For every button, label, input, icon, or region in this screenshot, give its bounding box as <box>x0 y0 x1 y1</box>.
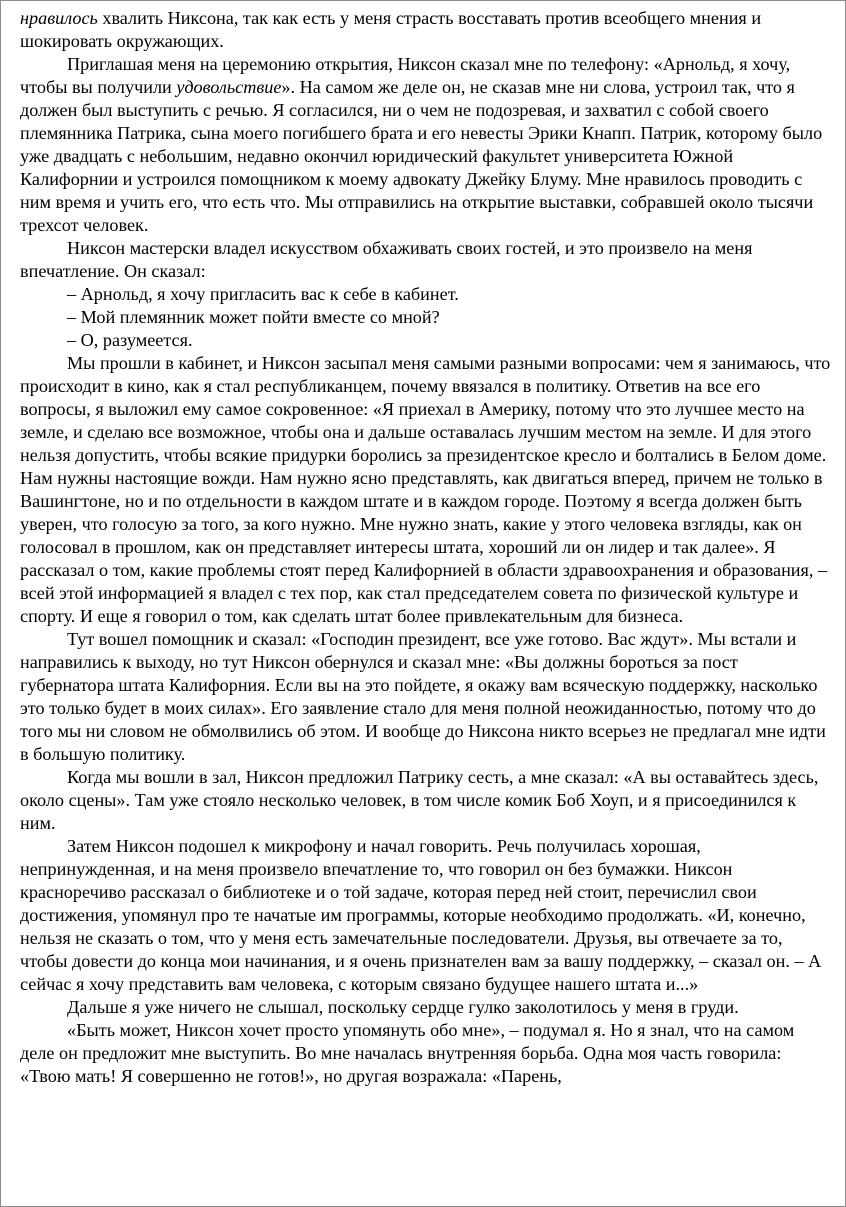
paragraph-2 <box>20 53 832 237</box>
paragraph-4 <box>20 352 832 628</box>
dialogue-line-3 <box>20 329 832 352</box>
paragraph-5 <box>20 628 832 766</box>
document-body <box>20 7 832 1088</box>
paragraph-1 <box>20 7 832 53</box>
italic-word: удовольствие <box>176 77 282 97</box>
text-run: Дальше я уже ничего не слышал, поскольку сердце гулко заколотилось у меня в груди. <box>67 997 739 1017</box>
text-run: Когда мы вошли в зал, Никсон предложил Патрику сесть, а мне сказал: «А вы оставайтесь здесь, около сцены». Там уже стояло несколько человек, в том числе комик Боб Хоуп, и я присоединился к ним. <box>20 767 819 833</box>
text-run: хвалить Никсона, так как есть у меня страсть восставать против всеобщего мнения и шокировать окружающих. <box>20 8 762 51</box>
text-run: Мы прошли в кабинет, и Никсон засыпал меня самыми разными вопросами: чем я занимаюсь, что происходит в кино, как я стал республиканцем, почему ввязался в политику. Ответив на все его вопросы, я выложил ему самое сокровенное: «Я приехал в Америку, потому что это лучшее место на земле, и сделаю все возможное, чтобы она и дальше оставалась лучшим местом на земле. И для этого нельзя допустить, чтобы всякие придурки боролись за президентское кресло и болтались в Белом доме. Нам нужны настоящие вожди. Нам нужно ясно представлять, как двигаться вперед, причем не только в Вашингтоне, но и по отдельности в каждом штате и в каждом городе. Поэтому я всегда должен быть уверен, что голосую за того, за кого нужно. Мне нужно знать, какие у этого человека взгляды, как он голосовал в прошлом, как он представляет интересы штата, хороший ли он лидер и так далее». Я рассказал о том, какие проблемы стоят перед Калифорнией в области здравоохранения и образования, – всей этой информацией я владел с тех пор, как стал председателем совета по физической культуре и спорту. И еще я говорил о том, как сделать штат более привлекательным для бизнеса. <box>20 353 831 626</box>
paragraph-9 <box>20 1019 832 1088</box>
text-run: «Быть может, Никсон хочет просто упомянуть обо мне», – подумал я. Но я знал, что на самом деле он предложит мне выступить. Во мне началась внутренняя борьба. Одна моя часть говорила: «Твою мать! Я совершенно не готов!», но другая возражала: «Парень, <box>20 1020 795 1086</box>
paragraph-6 <box>20 766 832 835</box>
text-run: – Арнольд, я хочу пригласить вас к себе в кабинет. <box>67 284 459 304</box>
text-run: – Мой племянник может пойти вместе со мной? <box>67 307 440 327</box>
text-run: ». На самом же деле он, не сказав мне ни слова, устроил так, что я должен был выступить с речью. Я согласился, ни о чем не подозревая, и захватил с собой своего племянника Патрика, сына моего погибшего брата и его невесты Эрики Кнапп. Патрик, которому было уже двадцать с небольшим, недавно окончил юридический факультет университета Южной Калифорнии и устроился помощником к моему адвокату Джейку Блуму. Мне нравилось проводить с ним время и учить его, что есть что. Мы отправились на открытие выставки, собравшей около тысячи трехсот человек. <box>20 77 823 235</box>
dialogue-line-2 <box>20 306 832 329</box>
italic-word: нравилось <box>20 8 98 28</box>
paragraph-8 <box>20 996 832 1019</box>
paragraph-7 <box>20 835 832 996</box>
paragraph-3 <box>20 237 832 283</box>
text-run: Тут вошел помощник и сказал: «Господин президент, все уже готово. Вас ждут». Мы встали и направились к выходу, но тут Никсон обернулся и сказал мне: «Вы должны бороться за пост губернатора штата Калифорния. Если вы на это пойдете, я окажу вам всяческую поддержку, насколько это только будет в моих силах». Его заявление стало для меня полной неожиданностью, потому что до того мы ни словом не обмолвились об этом. И вообще до Никсона никто всерьез не предлагал мне идти в большую политику. <box>20 629 826 764</box>
text-run: Затем Никсон подошел к микрофону и начал говорить. Речь получилась хорошая, непринужденная, и на меня произвело впечатление то, что говорил он без бумажки. Никсон красноречиво рассказал о библиотеке и о той задаче, которая перед ней стоит, перечислил свои достижения, упомянул про те начатые им программы, которые необходимо продолжать. «И, конечно, нельзя не сказать о том, что у меня есть замечательные последователи. Друзья, вы отвечаете за то, чтобы довести до конца мои начинания, и я очень признателен вам за вашу поддержку, – сказал он. – А сейчас я хочу представить вам человека, с которым связано будущее нашего штата и...» <box>20 836 822 994</box>
text-run: Приглашая меня на церемонию открытия, Никсон сказал мне по телефону: «Арнольд, я хочу, чтобы вы получили <box>20 54 791 97</box>
text-run: – О, разумеется. <box>67 330 193 350</box>
dialogue-line-1 <box>20 283 832 306</box>
text-run: Никсон мастерски владел искусством обхаживать своих гостей, и это произвело на меня впечатление. Он сказал: <box>20 238 753 281</box>
